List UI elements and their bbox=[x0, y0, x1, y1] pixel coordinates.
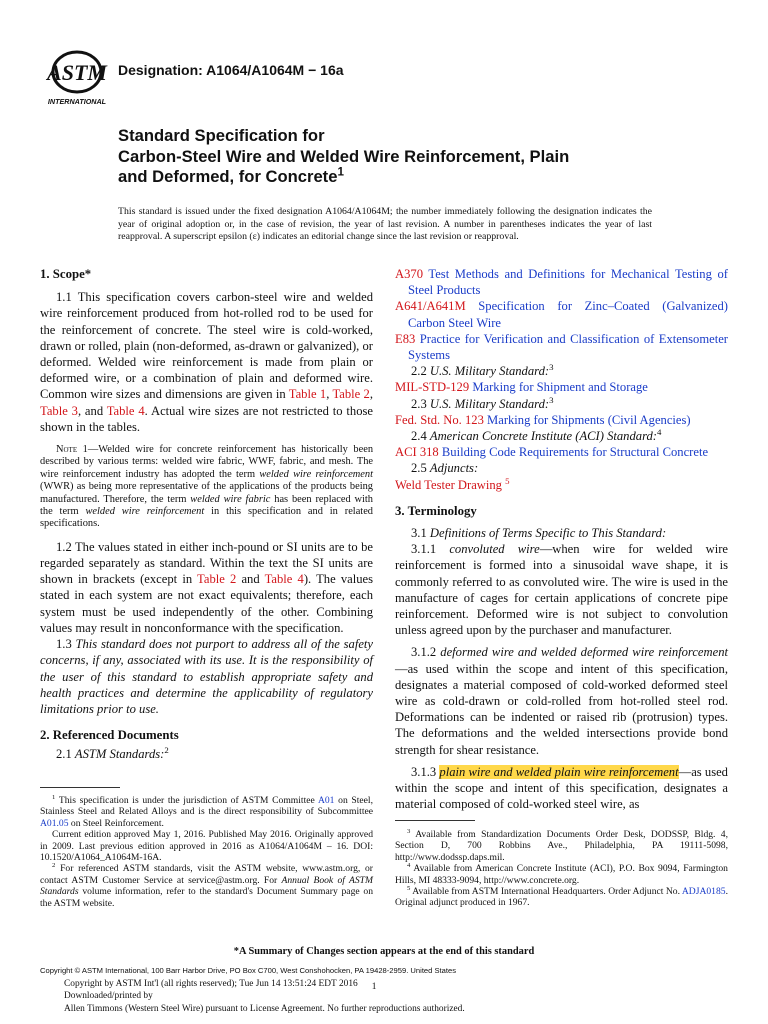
section-1-1: 1.1 This specification covers carbon-steel wire and welded wire reinforcement produced from hot-rolled rod to be used for the reinforcement of concrete. The steel wire is cold-worked, drawn or rolled, plain (non-deformed, as-drawn or galvanized), or deformed. Welded wire reinforcement is made from plain or deformed wire, or a combination of plain and deformed wire. Common wire sizes and dimensions are given in Table 1, Table 2, Table 3, and Table 4. Actual wire sizes are not restricted to those shown in the tables. bbox=[40, 290, 374, 434]
astm-logo-icon bbox=[44, 44, 110, 106]
designation-label: Designation: bbox=[118, 62, 203, 78]
section-2-1: 2.1 ASTM Standards:$^2$ bbox=[56, 745, 169, 762]
svg-text:INTERNATIONAL: INTERNATIONAL bbox=[47, 97, 107, 106]
section-2-5: 2.5 Adjuncts: bbox=[411, 461, 479, 476]
title-line-2: Carbon-Steel Wire and Welded Wire Reinforcement, Plain bbox=[118, 146, 570, 166]
ref-fed-std[interactable]: Fed. Std. No. 123 Marking for Shipments (Civil Agencies) bbox=[395, 412, 691, 427]
table-2-link[interactable]: Table 2 bbox=[332, 387, 370, 402]
section-3-1-1: 3.1.1 convoluted wire—when wire for welded wire reinforcement is formed into a sinusoidal wave shape, it is commonly referred to as convoluted wire. The wire is used in the manufacture of cages for certain applications of concrete pipe reinforcement. Deformed wire is not subject to convolution unless agreed upon by the purchaser and manufacturer. bbox=[395, 542, 728, 638]
highlighted-term: plain wire and welded plain wire reinforcement bbox=[439, 764, 679, 779]
page-title bbox=[118, 126, 569, 188]
footnotes-right: $^3$ Available from Standardization Documents Order Desk, DODSSP, Bldg. 4, Section D, 700 Robbins Ave., Philadelphia, PA 19111-5098, http://www.dodssp.daps.mil. $^4$ Available from American Concrete Institute (ACI), P.O. Box 9094, Farmington Hills, MI 48333-9094, http://www.concrete.org. $^5$ Available from ASTM International Headquarters. Order Adjunct No. ADJA0185. Original adjunct produced in 1967. bbox=[395, 827, 728, 909]
ref-a370[interactable]: A370 Test Methods and Definitions for Mechanical Testing of Steel Products bbox=[395, 267, 728, 298]
title-footnote-mark: 1 bbox=[337, 165, 344, 179]
ref-weld-tester[interactable]: Weld Tester Drawing $^5$ bbox=[395, 475, 510, 492]
svg-text:ASTM: ASTM bbox=[47, 60, 107, 85]
section-2-heading: 2. Referenced Documents bbox=[40, 728, 179, 743]
title-line-3: and Deformed, for Concrete bbox=[118, 167, 338, 186]
section-2-4: 2.4 American Concrete Institute (ACI) Standard:$^4$ bbox=[411, 426, 662, 444]
intro-paragraph: This standard is issued under the fixed designation A1064/A1064M; the number immediately following the designation indicates the year of original adoption or, in the case of revision, the year of last revision. A number in parentheses indicates the year of last reapproval. A superscript epsilon (ε) indicates an editorial change since the last revision or reapproval. bbox=[118, 206, 652, 243]
table-3-link[interactable]: Table 3 bbox=[40, 403, 78, 418]
download-info bbox=[64, 978, 465, 1015]
section-1-heading: 1. Scope* bbox=[40, 267, 92, 281]
summary-note: *A Summary of Changes section appears at the end of this standard bbox=[233, 946, 535, 957]
footnotes-left: $^1$ This specification is under the jurisdiction of ASTM Committee A01 on Steel, Stainless Steel and Related Alloys and is the direct responsibility of Subcommittee A01.05 on Steel Reinforcement. Current edition approved May 1, 2016. Published May 2016. Originally approved in 2009. Last previous edition approved in 2016 as A1064/A1064M – 16. DOI: 10.1520/A1064_A1064M-16A. $^2$ For referenced ASTM standards, visit the ASTM website, www.astm.org, or contact ASTM Customer Service at service@astm.org. For Annual Book of ASTM Standards volume information, refer to the standard's Document Summary page on the ASTM website. bbox=[40, 793, 373, 909]
note-1-label: Note 1 bbox=[56, 444, 88, 456]
table-4-link[interactable]: Table 4 bbox=[106, 403, 145, 418]
section-3-1-2: 3.1.2 deformed wire and welded deformed wire reinforcement—as used within the scope and intent of this specification, designates a material composed of cold-worked deformed steel wire as cold-drawn or cold-rolled from hot-rolled steel rod. Deformations can be indented or raised rib (protrusion) types. The deformations and the welded intersections provide bond strength for shear resistance. bbox=[395, 645, 729, 757]
right-column bbox=[395, 266, 728, 813]
download-line-2: Downloaded/printed by bbox=[64, 991, 153, 1002]
table-2-link-b[interactable]: Table 2 bbox=[197, 572, 237, 587]
section-2-2: 2.2 U.S. Military Standard:$^3$ bbox=[411, 362, 554, 379]
table-4-link-b[interactable]: Table 4 bbox=[264, 572, 304, 587]
ref-e83[interactable]: E83 Practice for Verification and Classification of Extensometer Systems bbox=[395, 331, 729, 363]
title-line-1: Standard Specification for bbox=[118, 126, 325, 145]
committee-a01-link[interactable]: A01 bbox=[317, 795, 335, 806]
section-1-2: 1.2 The values stated in either inch-pound or SI units are to be regarded separately as standard. Within the text the SI units are shown in brackets (except in Table 2 and Table 4). The values stated in each system are not exact equivalents; therefore, each system must be used independently of the other. Combining values may result in nonconformance with the specification. bbox=[40, 539, 374, 635]
section-3-heading: 3. Terminology bbox=[395, 503, 477, 518]
download-line-1: Copyright by ASTM Int'l (all rights reserved); Tue Jun 14 13:51:24 EDT 2016 bbox=[64, 979, 358, 989]
section-3-1: 3.1 Definitions of Terms Specific to This Standard: bbox=[411, 526, 667, 541]
download-line-3: Allen Timmons (Western Steel Wire) pursuant to License Agreement. No further reproductions authorized. bbox=[64, 1003, 465, 1014]
table-1-link[interactable]: Table 1 bbox=[288, 387, 327, 402]
page-number: 1 bbox=[371, 982, 377, 992]
adjunct-link[interactable]: ADJA0185 bbox=[681, 886, 726, 898]
footnote-rule-right bbox=[395, 820, 475, 821]
copyright-line: Copyright © ASTM International, 100 Barr Harbor Drive, PO Box C700, West Conshohocken, PA 19428-2959. United States bbox=[40, 966, 457, 975]
designation bbox=[118, 62, 344, 78]
subcommittee-a0105-link[interactable]: A01.05 bbox=[40, 817, 69, 829]
section-1-3: 1.3 This standard does not purport to address all of the safety concerns, if any, associated with its use. It is the responsibility of the user of this standard to establish appropriate safety and health practices and determine the applicability of regulatory limitations prior to use. bbox=[40, 637, 373, 716]
astm-logo bbox=[44, 44, 110, 106]
section-3-1-3: 3.1.3 plain wire and welded plain wire reinforcement—as used within the scope and intent of this specification, designates a material composed of cold-worked steel wire, as bbox=[395, 764, 728, 812]
left-column bbox=[40, 266, 373, 763]
ref-aci-318[interactable]: ACI 318 Building Code Requirements for Structural Concrete bbox=[395, 445, 709, 460]
section-2-3: 2.3 U.S. Military Standard:$^3$ bbox=[411, 394, 554, 411]
designation-value: A1064/A1064M − 16a bbox=[206, 62, 344, 78]
footnote-rule-left bbox=[40, 787, 120, 788]
ref-mil-std[interactable]: MIL-STD-129 Marking for Shipment and Storage bbox=[395, 380, 648, 395]
note-1: Note 1—Welded wire for concrete reinforcement has historically been described by various terms: welded wire fabric, WWF, fabric, and mesh. The wire reinforcement industry has adopted the term welded wire reinforcement (WWR) as being more representative of the applications of the products being manufactured. Therefore, the term welded wire fabric has been replaced with the term welded wire reinforcement in this specification and in related specifications. bbox=[40, 444, 374, 530]
ref-a641[interactable]: A641/A641M Specification for Zinc–Coated (Galvanized) Carbon Steel Wire bbox=[395, 299, 728, 330]
